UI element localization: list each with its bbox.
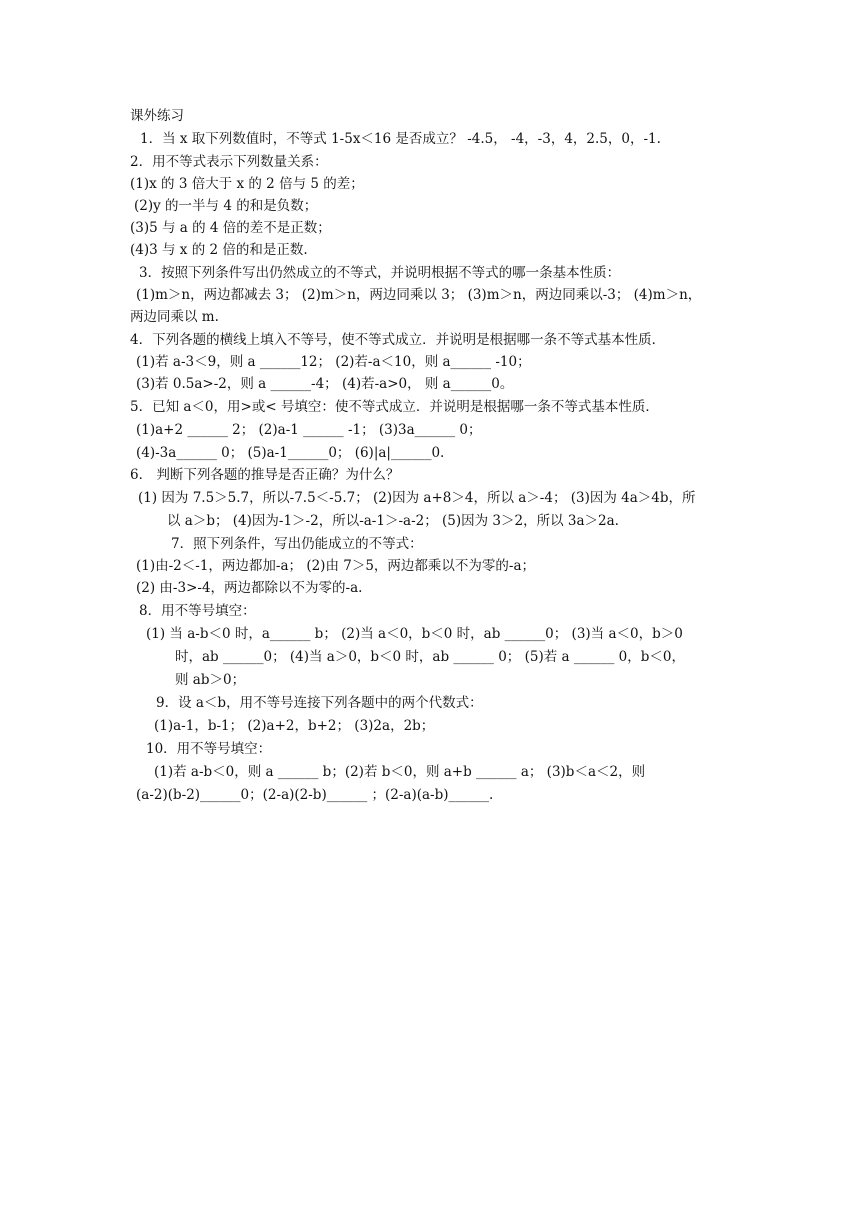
q8-items-line-3: 则 ab＞0； [175,672,246,688]
q5-items-line-2: (4)-3a______ 0； (5)a-1______0； (6)|a|______0. [136,445,445,461]
q2-item-2: (2)y 的一半与 4 的和是负数； [134,198,318,214]
q6-items-line-1: (1) 因为 7.5＞5.7，所以-7.5＜-5.7； (2)因为 a+8＞4，所以 a＞-4； (3)因为 4a＞4b，所 [138,490,696,506]
q9-heading: 9．设 a＜b，用不等号连接下列各题中的两个代数式： [156,695,483,711]
q1-line: 1．当 x 取下列数值时，不等式 1-5x＜16 是否成立？ -4.5， -4，-3，4，2.5，0，-1. [140,131,661,147]
q2-heading: 2．用不等式表示下列数量关系： [130,154,328,170]
q9-items: (1)a-1，b-1； (2)a+2，b+2； (3)2a，2b； [154,718,435,734]
q8-items-line-2: 时，ab ______0； (4)当 a＞0，b＜0 时，ab ______ 0； (5)若 a ______ 0，b＜0， [175,649,685,665]
q3-items-line-1: (1)m＞n，两边都减去 3； (2)m＞n，两边同乘以 3； (3)m＞n，两边同乘以-3； (4)m＞n， [136,287,702,303]
q7-heading: 7．照下列条件，写出仍能成立的不等式： [171,536,423,552]
q6-heading: 6． 判断下列各题的推导是否正确？为什么？ [130,467,400,483]
q3-items-line-2: 两边同乘以 m. [130,309,219,325]
q10-items-line-1: (1)若 a-b＜0，则 a ______ b；(2)若 b＜0，则 a+b ______ a； (3)b＜a＜2，则 [154,764,646,780]
q4-heading: 4．下列各题的横线上填入不等号，使不等式成立．并说明是根据哪一条不等式基本性质． [130,332,666,348]
q7-item-1: (1)由-2＜-1，两边都加-a； (2)由 7＞5，两边都乘以不为零的-a； [136,558,536,574]
q6-items-line-2: 以 a＞b； (4)因为-1＞-2，所以-a-1＞-a-2； (5)因为 3＞2，所以 3a＞2a. [167,513,619,529]
q7-item-2: (2) 由-3>-4，两边都除以不为零的-a. [136,580,363,596]
q8-heading: 8．用不等号填空： [139,603,256,619]
q10-heading: 10．用不等号填空： [146,741,272,757]
q5-heading: 5．已知 a＜0，用>或< 号填空：使不等式成立．并说明是根据哪一条不等式基本性质． [130,399,659,415]
q2-item-4: (4)3 与 x 的 2 倍的和是正数. [130,242,308,258]
q4-items-line-1: (1)若 a-3＜9，则 a ______12； (2)若-a＜10，则 a______ -10； [136,354,531,370]
document-title: 课外练习 [130,108,184,124]
q3-heading: 3．按照下列条件写出仍然成立的不等式，并说明根据不等式的哪一条基本性质： [139,265,621,281]
q8-items-line-1: (1) 当 a-b＜0 时，a______ b； (2)当 a＜0，b＜0 时，ab ______0； (3)当 a＜0，b＞0 [146,626,683,642]
q10-items-line-2: (a-2)(b-2)______0；(2-a)(2-b)______ ；(2-a)(a-b)______. [136,787,494,803]
q5-items-line-1: (1)a+2 ______ 2； (2)a-1 ______ -1； (3)3a______ 0； [136,422,482,438]
q2-item-1: (1)x 的 3 倍大于 x 的 2 倍与 5 的差； [130,176,364,192]
q2-item-3: (3)5 与 a 的 4 倍的差不是正数； [130,220,331,236]
q4-items-line-2: (3)若 0.5a>-2，则 a ______-4； (4)若-a>0， 则 a______0。 [136,376,514,392]
